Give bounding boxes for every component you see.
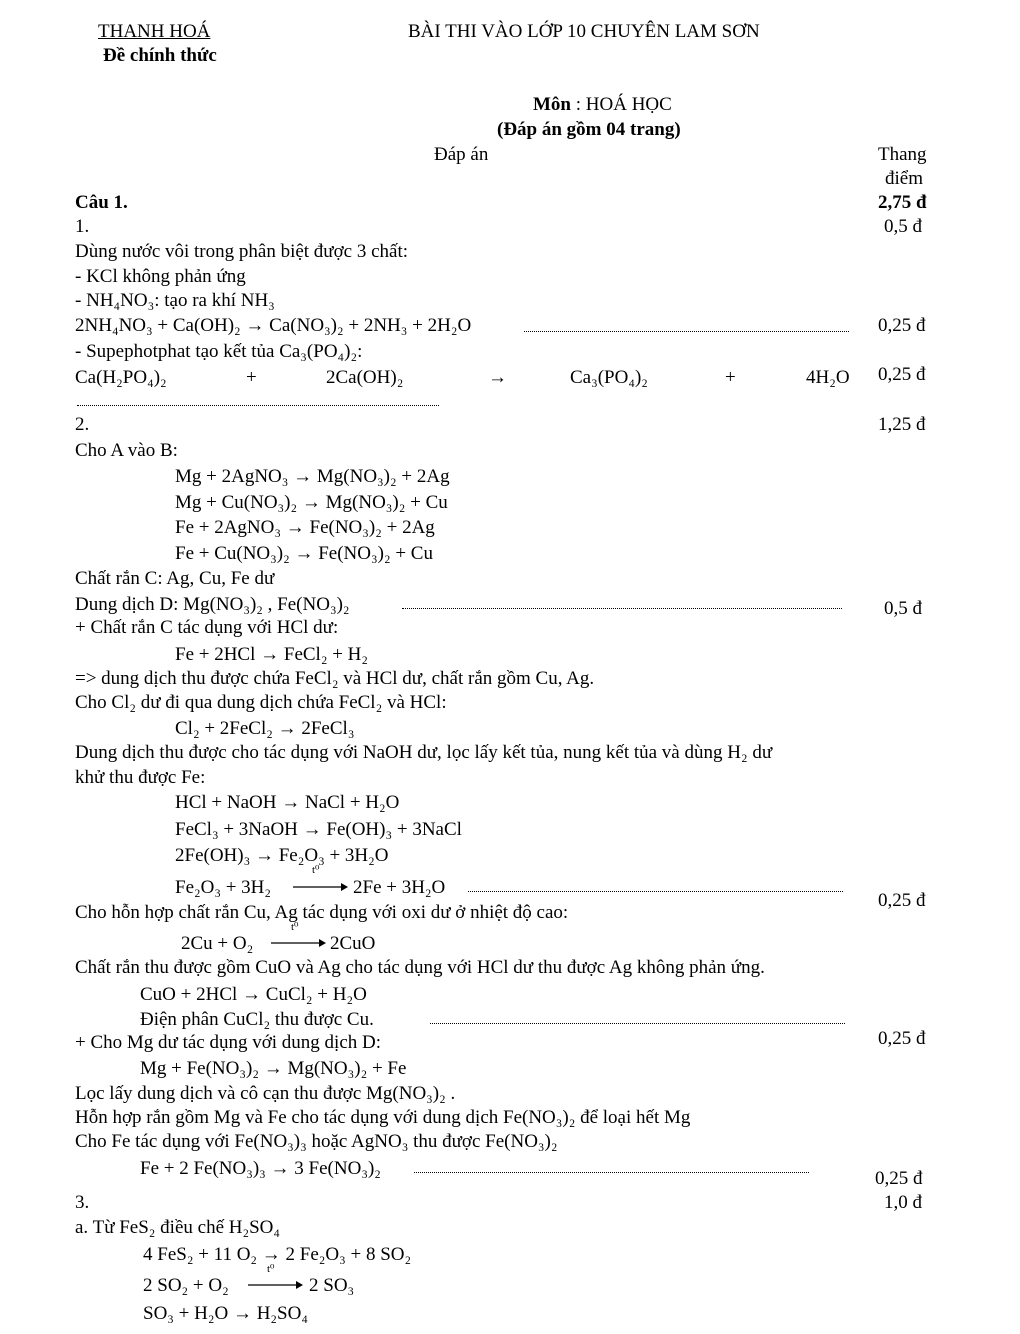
part2-solution-d: Dung dịch D: Mg(NO₃)₂ , Fe(NO₃)₂ (75, 594, 350, 615)
heat-arrow-icon (246, 1268, 304, 1294)
official-label: Đề chính thức (103, 45, 217, 66)
part2-naoh-line: khử thu được Fe: (75, 767, 206, 788)
part1-eq2-score: 0,25 đ (878, 364, 926, 385)
part2-score: 1,25 đ (878, 414, 926, 435)
dotted-leader (402, 608, 842, 609)
arrow-label: t⁰ (267, 1263, 275, 1275)
part1-supephotphat: - Supephotphat tạo kết tủa Ca₃(PO₄)₂: (75, 341, 363, 362)
part3-equation: 4 FeS₂ + 11 O₂ → 2 Fe₂O₃ + 8 SO₂ (143, 1244, 412, 1265)
arrow-label: t⁰ (312, 864, 320, 876)
part2-equation: HCl + NaOH → NaCl + H₂O (175, 792, 400, 813)
part2-equation: Fe + 2AgNO₃ → Fe(NO₃)₂ + 2Ag (175, 517, 435, 538)
part2-number: 2. (75, 414, 90, 435)
dotted-leader (77, 405, 439, 406)
part1-intro: Dùng nước vôi trong phân biệt được 3 chất: (75, 241, 409, 262)
part2-oxi-score: 0,25 đ (878, 890, 926, 911)
part2-fe-intro: Cho Fe tác dụng với Fe(NO₃)₃ hoặc AgNO₃ thu được Fe(NO₃)₂ (75, 1131, 558, 1152)
part2-equation: Mg + 2AgNO₃ → Mg(NO₃)₂ + 2Ag (175, 466, 450, 487)
subject-line (533, 93, 672, 117)
part1-eq2-term: Ca(H₂PO₄)₂ (75, 367, 167, 388)
part1-eq2-term: Ca₃(PO₄)₂ (570, 367, 648, 388)
part1-eq1-score: 0,25 đ (878, 315, 926, 336)
subject-value: : HOÁ HỌC (571, 94, 672, 115)
part1-eq2-term: 4H₂O (806, 367, 850, 388)
subject-label: Môn (533, 94, 571, 115)
part2-mix: Hỗn hợp rắn gồm Mg và Fe cho tác dụng với dung dịch Fe(NO₃)₂ để loại hết Mg (75, 1107, 691, 1128)
part2-equation: 2Fe + 3H₂O (353, 877, 446, 898)
part1-equation-1: 2NH₄NO₃ + Ca(OH)₂ → Ca(NO₃)₂ + 2NH₃ + 2H₂O (75, 315, 472, 336)
arrow-label: t⁰ (291, 921, 299, 933)
heat-arrow-icon (291, 870, 349, 896)
part1-eq2-term: → (488, 367, 507, 388)
col-score-header-1: Thang (878, 144, 927, 165)
part2-equation: Fe + 2 Fe(NO₃)₃ → 3 Fe(NO₃)₂ (140, 1158, 381, 1179)
part2-equation: Fe + Cu(NO₃)₂ → Fe(NO₃)₂ + Cu (175, 543, 433, 564)
part2-equation: 2Cu + O₂ (181, 933, 254, 954)
part2-equation: Cl₂ + 2FeCl₂ → 2FeCl₃ (175, 718, 355, 739)
part2-fe3-score: 0,25 đ (875, 1168, 923, 1189)
part2-intro: Cho A vào B: (75, 440, 178, 461)
dotted-leader (430, 1023, 845, 1024)
question-title: Câu 1. (75, 192, 128, 213)
part3-score: 1,0 đ (884, 1192, 922, 1213)
part1-eq2-term: 2Ca(OH)₂ (326, 367, 404, 388)
part2-equation: Fe + 2HCl → FeCl₂ + H₂ (175, 644, 369, 665)
part2-cl2-intro: Cho Cl₂ dư đi qua dung dịch chứa FeCl₂ và HCl: (75, 692, 447, 713)
part2-equation: Fe₂O₃ + 3H₂ (175, 877, 272, 898)
question-total-score: 2,75 đ (878, 192, 927, 213)
part3-number: 3. (75, 1192, 90, 1213)
part2-equation: 2CuO (330, 933, 376, 954)
part3-equation: SO₃ + H₂O → H₂SO₄ (143, 1303, 308, 1324)
part2-filter: Lọc lấy dung dịch và cô cạn thu được Mg(NO₃)₂ . (75, 1083, 456, 1104)
part2-oxi-intro: Cho hỗn hợp chất rắn Cu, Ag tác dụng với oxi dư ở nhiệt độ cao: (75, 902, 569, 923)
province-label: THANH HOÁ (98, 21, 211, 42)
dotted-leader (468, 891, 843, 892)
dotted-leader (524, 331, 849, 332)
part1-score: 0,5 đ (884, 216, 922, 237)
part1-number: 1. (75, 216, 90, 237)
part2-naoh-line: Dung dịch thu được cho tác dụng với NaOH dư, lọc lấy kết tủa, nung kết tủa và dùng H₂ dư (75, 742, 773, 763)
part3-equation: 2 SO₂ + O₂ (143, 1275, 229, 1296)
part2-c-hcl: + Chất rắn C tác dụng với HCl dư: (75, 617, 339, 638)
part2-mg-score: 0,25 đ (878, 1028, 926, 1049)
exam-title: BÀI THI VÀO LỚP 10 CHUYÊN LAM SƠN (408, 21, 760, 42)
part1-eq2-term: + (725, 367, 736, 388)
part2-equation: CuO + 2HCl → CuCl₂ + H₂O (140, 984, 367, 1005)
part3-intro: a. Từ FeS₂ điều chế H₂SO₄ (75, 1217, 281, 1238)
dotted-leader (414, 1172, 809, 1173)
col-answer-header: Đáp án (434, 144, 489, 165)
part2-electrolysis: Điện phân CuCl₂ thu được Cu. (140, 1009, 374, 1030)
part1-kcl: - KCl không phản ứng (75, 266, 246, 287)
part2-equation: Mg + Cu(NO₃)₂ → Mg(NO₃)₂ + Cu (175, 492, 448, 513)
part3-equation: 2 SO₃ (309, 1275, 355, 1296)
part2-solution-d-score: 0,5 đ (884, 598, 922, 619)
part2-equation: Mg + Fe(NO₃)₂ → Mg(NO₃)₂ + Fe (140, 1058, 407, 1079)
part2-solid-c: Chất rắn C: Ag, Cu, Fe dư (75, 568, 275, 589)
pages-note: (Đáp án gồm 04 trang) (497, 119, 681, 140)
part1-nh4no3: - NH₄NO₃: tạo ra khí NH₃ (75, 290, 275, 311)
part2-equation: FeCl₃ + 3NaOH → Fe(OH)₃ + 3NaCl (175, 819, 462, 840)
part1-eq2-term: + (246, 367, 257, 388)
part2-equation: 2Fe(OH)₃ → Fe₂O₃ + 3H₂O (175, 845, 389, 866)
part2-result: => dung dịch thu được chứa FeCl₂ và HCl dư, chất rắn gồm Cu, Ag. (75, 668, 595, 689)
part2-mg-intro: + Cho Mg dư tác dụng với dung dịch D: (75, 1032, 382, 1053)
part2-cuo-text: Chất rắn thu được gồm CuO và Ag cho tác dụng với HCl dư thu được Ag không phản ứng. (75, 957, 765, 978)
col-score-header-2: điểm (885, 168, 923, 189)
